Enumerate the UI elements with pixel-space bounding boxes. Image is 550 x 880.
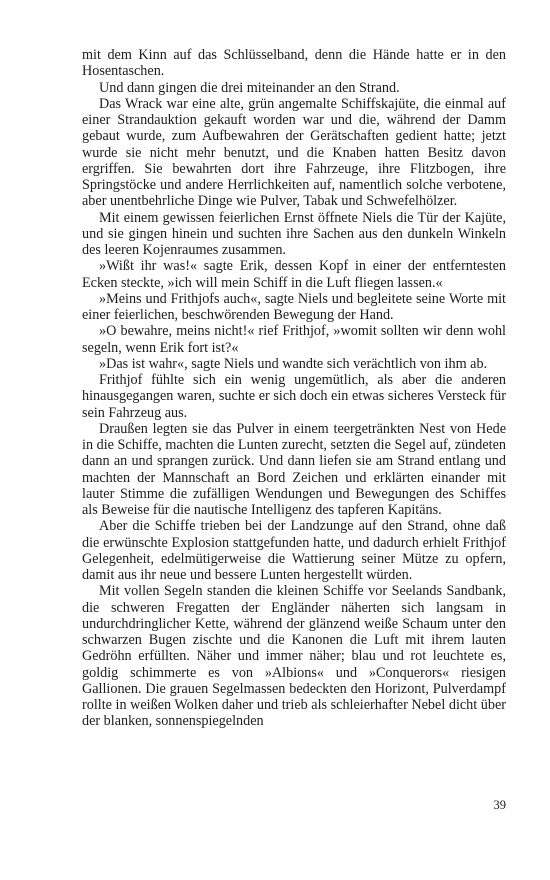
paragraph: Mit vollen Segeln standen die kleinen Schiffe vor Seelands Sandbank, die schweren Fregatten der Engländer näherten sich langsam in undurchdringlicher Kette, während der glänzend weiße Schaum unter den schwarzen Bugen zischte und die Kanonen die Luft mit ihrem lauten Gedröhn erfüllten. Näher und immer näher; blau und rot leuchtete es, goldig schimmerte es von »Albions« und »Conquerors« riesigen Gallionen. Die grauen Segelmassen bedeckten den Horizont, Pulverdampf rollte in weißen Wolken daher und trieb als schleierhafter Nebel dicht über der blanken, sonnenspiegelnden (82, 583, 506, 730)
paragraph: Frithjof fühlte sich ein wenig ungemütlich, als aber die anderen hinausgegangen waren, suchte er sich doch ein etwas sicheres Versteck für sein Fahrzeug aus. (82, 372, 506, 421)
paragraph: Aber die Schiffe trieben bei der Landzunge auf den Strand, ohne daß die erwünschte Explosion stattgefunden hatte, und dadurch erhielt Frithjof Gelegenheit, edelmütigerweise die Wattierung seiner Mütze zu opfern, damit aus ihr neue und bessere Lunten hergestellt würden. (82, 518, 506, 583)
page-number: 39 (493, 798, 506, 812)
paragraph: Draußen legten sie das Pulver in einem teergetränkten Nest von Hede in die Schiffe, machten die Lunten zurecht, setzten die Segel auf, zündeten dann an und sprangen zurück. Und dann liefen sie am Strand entlang und machten der Mannschaft an Bord Zeichen und erklärten einander mit lauter Stimme die zufälligen Wendungen und Bewegungen des Schiffes als Beweise für die nautische Intelligenz des tapferen Kapitäns. (82, 420, 506, 518)
paragraph: »O bewahre, meins nicht!« rief Frithjof, »womit sollten wir denn wohl segeln, wenn Erik fort ist?« (82, 323, 506, 356)
paragraph: Mit einem gewissen feierlichen Ernst öffnete Niels die Tür der Kajüte, und sie gingen hinein und suchten ihre Sachen aus den dunkeln Winkeln des leeren Kojenraumes zusammen. (82, 209, 506, 258)
page-body (82, 47, 506, 730)
paragraph: »Wißt ihr was!« sagte Erik, dessen Kopf in einer der entferntesten Ecken steckte, »ich will mein Schiff in die Luft fliegen lassen.« (82, 258, 506, 291)
paragraph: »Das ist wahr«, sagte Niels und wandte sich verächtlich von ihm ab. (99, 355, 488, 372)
paragraph: Das Wrack war eine alte, grün angemalte Schiffskajüte, die einmal auf einer Strandauktion gekauft worden war und die, während der Damm gebaut wurde, zum Aufbewahren der Gerätschaften gedient hatte; jetzt wurde sie nicht mehr benutzt, und die Knaben hatten Besitz davon ergriffen. Sie bewahrten dort ihre Fahrzeuge, ihre Flitzbogen, ihre Springstöcke und andere Herrlichkeiten auf, namentlich solche verbotene, aber unentbehrliche Dinge wie Pulver, Tabak und Schwefelhölzer. (82, 95, 506, 210)
paragraph: »Meins und Frithjofs auch«, sagte Niels und begleitete seine Worte mit einer feierlichen, beschwörenden Bewegung der Hand. (82, 290, 506, 323)
paragraph: mit dem Kinn auf das Schlüsselband, denn die Hände hatte er in den Hosentaschen. (82, 47, 506, 80)
paragraph: Und dann gingen die drei miteinander an den Strand. (99, 79, 400, 96)
